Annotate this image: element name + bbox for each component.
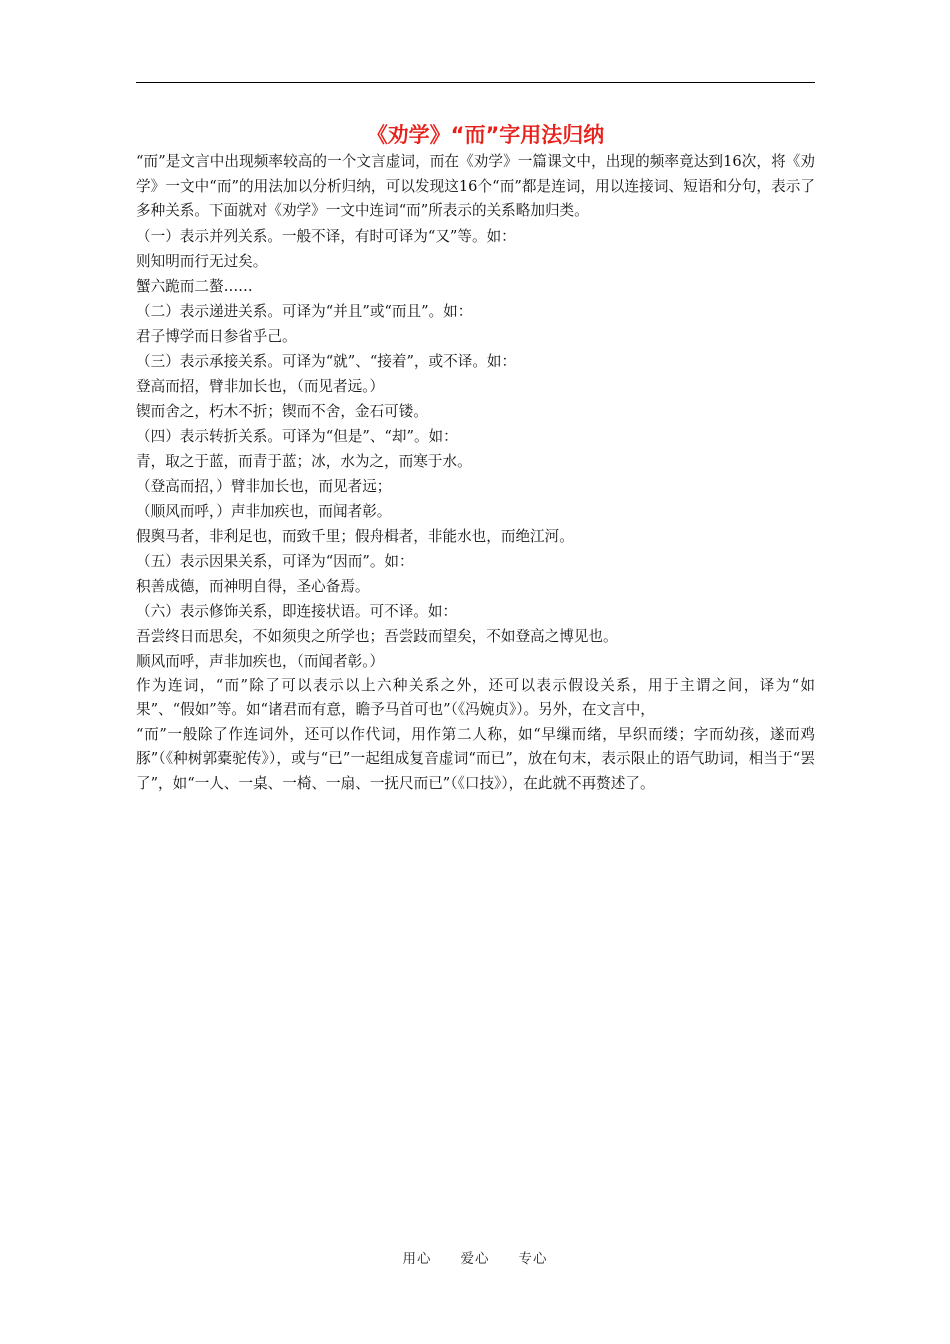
list-item: 登高而招，臂非加长也，（而见者远。） [136, 377, 385, 395]
list-item: （六）表示修饰关系，即连接状语。可不译。如： [136, 602, 458, 620]
intro-paragraph: “而”是文言中出现频率较高的一个文言虚词，而在《劝学》一篇课文中，出现的频率竟达到16次，将《劝学》一文中“而”的用法加以分析归纳，可以发现这16个“而”都是连词，用以连接词、短语和分句，表示了多种关系。下面就对《劝学》一文中连词“而”所表示的关系略加归类。 [136, 153, 815, 219]
usage-list [136, 224, 815, 674]
list-item: （三）表示承接关系。可译为“就”、“接着”，或不译。如： [136, 352, 517, 370]
list-item: 积善成德，而神明自得，圣心备焉。 [136, 577, 370, 595]
list-item: （五）表示因果关系，可译为“因而”。如： [136, 552, 414, 570]
list-item: 则知明而行无过矣。 [136, 252, 268, 270]
list-item: 顺风而呼，声非加疾也，（而闻者彰。） [136, 652, 385, 670]
list-item: （一）表示并列关系。一般不译，有时可译为“又”等。如： [136, 227, 516, 245]
outro-paragraph-2: “而”一般除了作连词外，还可以作代词，用作第二人称，如“早缫而绪，早织而缕；字而幼孩，遂而鸡豚”（《种树郭橐驼传》），或与“已”一起组成复音虚词“而已”，放在句末，表示限止的语气助词，相当于“罢了”，如“一人、一桌、一椅、一扇、一抚尺而已”（《口技》），在此就不再赘述了。 [136, 725, 815, 792]
header-rule [136, 82, 815, 83]
list-item: 锲而舍之，朽木不折；锲而不舍，金石可镂。 [136, 402, 428, 420]
document-body [136, 120, 815, 796]
list-item: （二）表示递进关系。可译为“并且”或“而且”。如： [136, 302, 473, 320]
list-item: 君子博学而日参省乎己。 [136, 327, 297, 345]
page-footer: 用心 爱心 专心 [402, 1251, 548, 1267]
document-title: 《劝学》“而”字用法归纳 [366, 123, 605, 147]
list-item: （顺风而呼，）声非加疾也，而闻者彰。 [136, 502, 392, 520]
list-item: （登高而招，）臂非加长也，而见者远； [136, 477, 392, 495]
list-item: （四）表示转折关系。可译为“但是”、“却”。如： [136, 427, 458, 445]
list-item: 蟹六跪而二螯…… [136, 277, 253, 295]
list-item: 吾尝终日而思矣，不如须臾之所学也；吾尝跂而望矣，不如登高之博见也。 [136, 627, 618, 645]
list-item: 青，取之于蓝，而青于蓝；冰，水为之，而寒于水。 [136, 452, 472, 470]
outro-paragraph-1: 作为连词，“而”除了可以表示以上六种关系之外，还可以表示假设关系，用于主谓之间，译为“如果”、“假如”等。如“诸君而有意，瞻予马首可也”（《冯婉贞》）。另外，在文言中， [136, 676, 815, 718]
list-item: 假舆马者，非利足也，而致千里；假舟楫者，非能水也，而绝江河。 [136, 527, 574, 545]
